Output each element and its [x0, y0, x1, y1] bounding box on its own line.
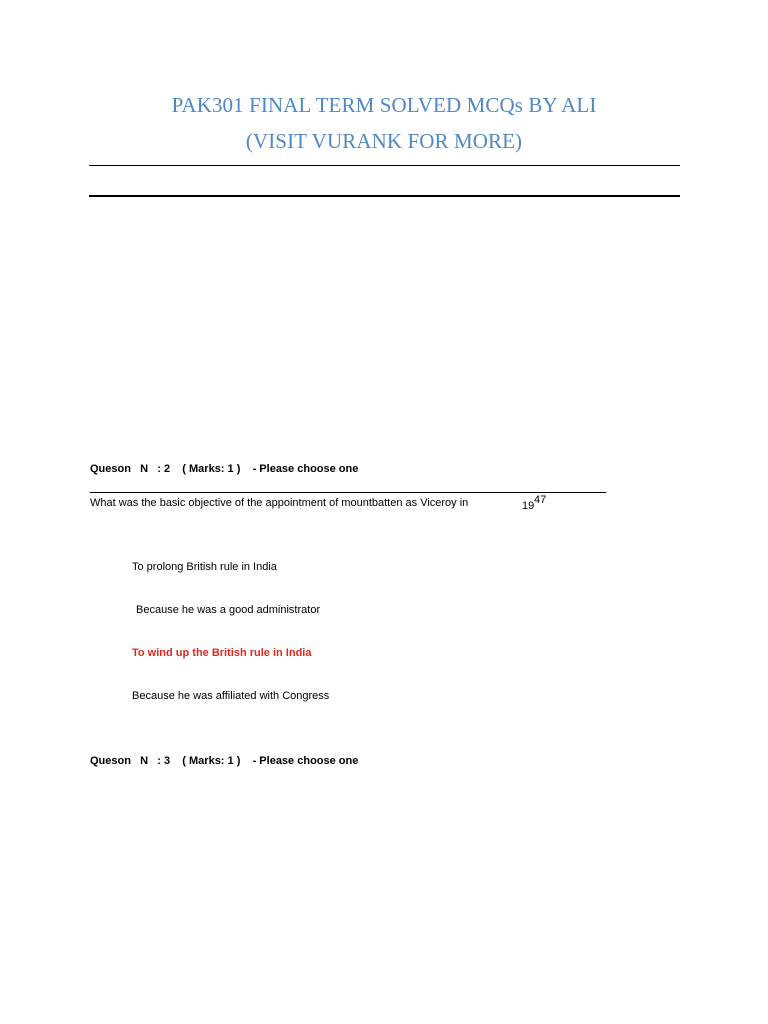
header-divider-thick	[89, 195, 680, 197]
question-2-header: Queson N : 2 ( Marks: 1 ) - Please choose one	[90, 463, 359, 475]
question-2-year-part1: 19	[522, 500, 535, 512]
question-2-option-4: Because he was affiliated with Congress	[132, 690, 330, 702]
header-divider-thin	[89, 165, 680, 166]
question-2-text: What was the basic objective of the appointment of mountbatten as Viceroy in	[90, 497, 469, 509]
document-title: PAK301 FINAL TERM SOLVED MCQs BY ALI	[171, 93, 597, 117]
question-2-divider	[90, 492, 606, 493]
document-subtitle: (VISIT VURANK FOR MORE)	[245, 129, 523, 153]
question-2-year-part2: 47	[534, 494, 547, 506]
question-3-header: Queson N : 3 ( Marks: 1 ) - Please choose one	[90, 755, 359, 767]
question-2-option-1: To prolong British rule in India	[132, 561, 277, 573]
question-2-option-3-correct: To wind up the British rule in India	[132, 647, 312, 659]
question-2-option-2: Because he was a good administrator	[133, 604, 321, 616]
